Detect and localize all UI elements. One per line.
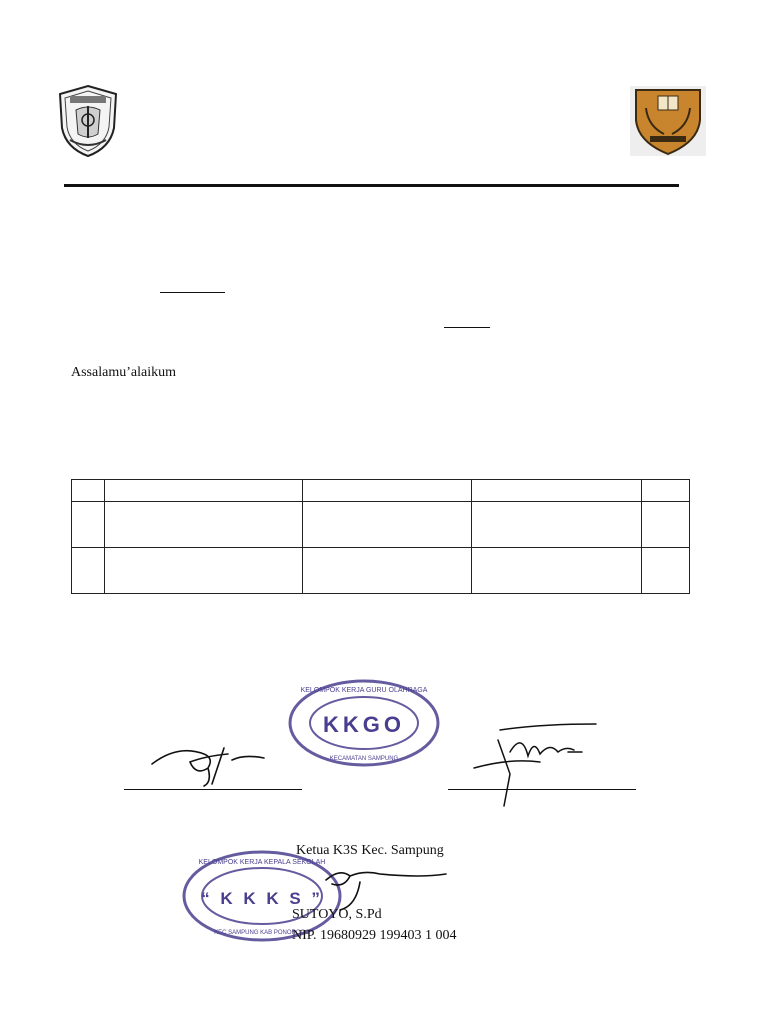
table-cell <box>303 548 472 594</box>
table-header-row <box>72 480 690 502</box>
table-cell <box>642 502 690 548</box>
right-signature <box>470 722 600 808</box>
kkgo-stamp-bottom: KECAMATAN SAMPUNG <box>329 756 399 762</box>
table-header-cell <box>72 480 105 502</box>
signatory-name: SUTOYO, S.Pd <box>292 907 382 922</box>
table-cell <box>72 548 105 594</box>
kkks-stamp-bottom: KEC SAMPUNG KAB PONOROGO <box>214 930 310 936</box>
regional-emblem-logo <box>56 84 120 158</box>
table-cell <box>472 502 642 548</box>
table-header-cell <box>105 480 303 502</box>
signatory-nip: NIP. 19680929 199403 1 004 <box>292 928 457 943</box>
kkgo-stamp-ring: KELOMPOK KERJA GURU OLAHRAGA <box>300 687 428 694</box>
table-header-cell <box>642 480 690 502</box>
table-cell <box>303 502 472 548</box>
letterhead-divider <box>64 184 679 187</box>
greeting-text: Assalamu’alaikum <box>71 365 176 380</box>
left-signature-line <box>124 789 302 790</box>
table-row <box>72 548 690 594</box>
signatory-position: Ketua K3S Kec. Sampung <box>296 843 444 858</box>
table-row <box>72 502 690 548</box>
table-cell <box>642 548 690 594</box>
school-emblem-logo <box>630 86 706 156</box>
table-cell <box>105 548 303 594</box>
schedule-table <box>71 479 690 594</box>
kkgo-stamp-center: KKGO <box>323 712 405 737</box>
subject-underline <box>444 327 490 328</box>
ketua-signature <box>320 862 450 912</box>
date-underline <box>160 292 225 293</box>
left-signature <box>148 740 268 790</box>
right-signature-line <box>448 789 636 790</box>
kkks-stamp-ring: KELOMPOK KERJA KEPALA SEKOLAH <box>198 859 326 866</box>
table-cell <box>72 502 105 548</box>
kkks-stamp-center: “ K K K S ” <box>201 889 323 908</box>
table-cell <box>472 548 642 594</box>
kkgo-stamp <box>284 676 444 770</box>
table-header-cell <box>472 480 642 502</box>
table-header-cell <box>303 480 472 502</box>
table-cell <box>105 502 303 548</box>
